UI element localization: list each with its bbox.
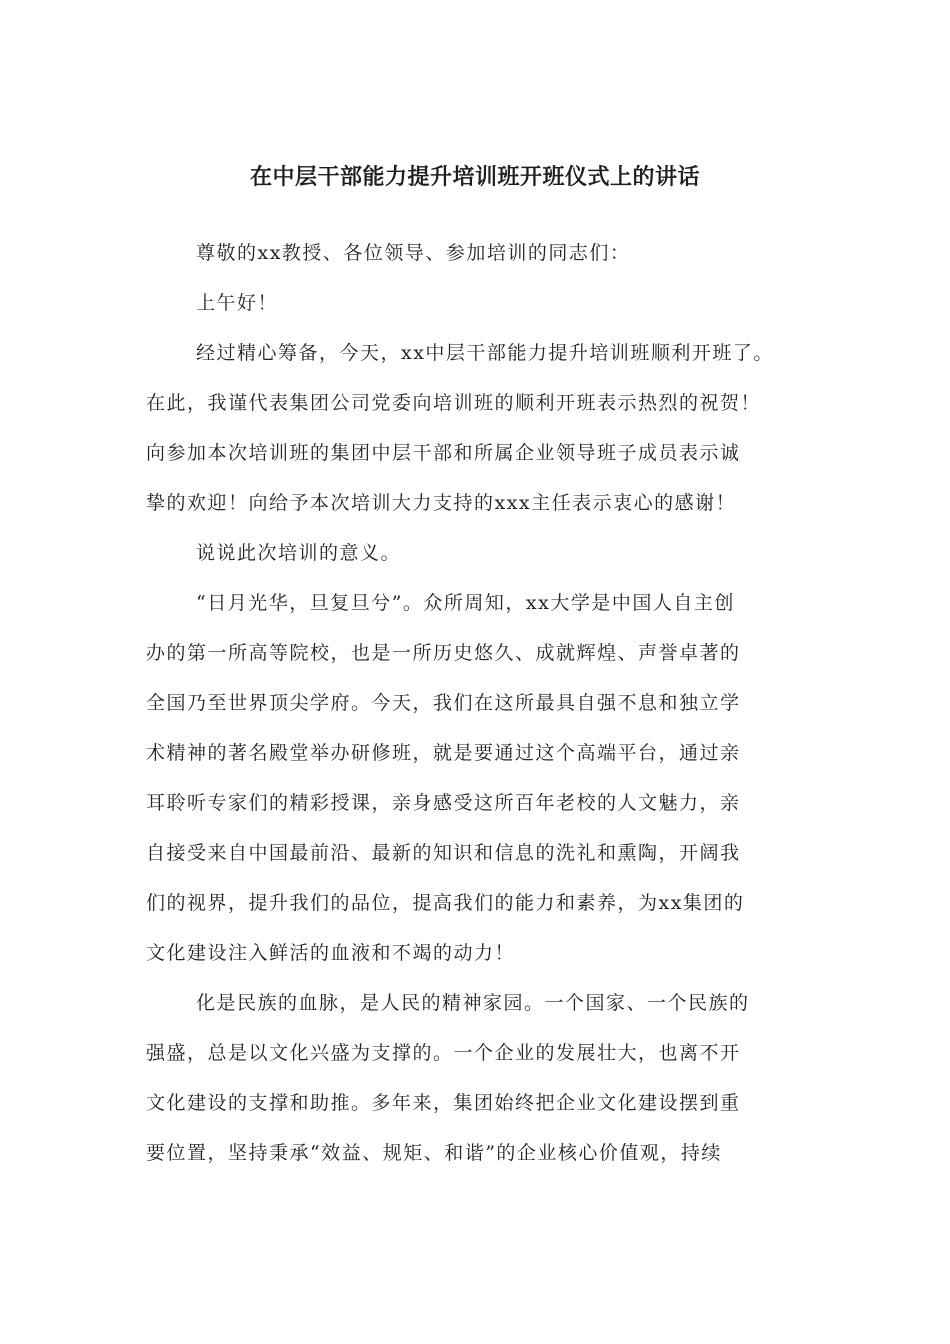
text-line: 向参加本次培训班的集团中层干部和所属企业领导班子成员表示诚 <box>146 442 741 464</box>
text-line: 全国乃至世界顶尖学府。今天，我们在这所最具自强不息和独立学 <box>146 692 741 714</box>
text-line: 文化建设注入鲜活的血液和不竭的动力！ <box>146 942 516 964</box>
text-line: 经过精心筹备，今天，xx中层干部能力提升培训班顺利开班了。 <box>196 342 774 364</box>
text-line: 在此，我谨代表集团公司党委向培训班的顺利开班表示热烈的祝贺！ <box>146 392 762 414</box>
text-line: 化是民族的血脉，是人民的精神家园。一个国家、一个民族的 <box>196 992 750 1014</box>
text-line: 强盛，总是以文化兴盛为支撑的。一个企业的发展壮大，也离不开 <box>146 1042 741 1064</box>
text-line: 要位置，坚持秉承“效益、规矩、和谐”的企业核心价值观，持续 <box>146 1142 722 1164</box>
text-line: 们的视界，提升我们的品位，提高我们的能力和素养，为xx集团的 <box>146 892 745 914</box>
text-line: 术精神的著名殿堂举办研修班，就是要通过这个高端平台，通过亲 <box>146 742 741 764</box>
text-line: 文化建设的支撑和助推。多年来，集团始终把企业文化建设摆到重 <box>146 1092 741 1114</box>
text-line: 办的第一所高等院校，也是一所历史悠久、成就辉煌、声誉卓著的 <box>146 642 741 664</box>
text-line: 自接受来自中国最前沿、最新的知识和信息的洗礼和熏陶，开阔我 <box>146 842 741 864</box>
document-title: 在中层干部能力提升培训班开班仪式上的讲话 <box>249 164 700 190</box>
text-line: 挚的欢迎！向给予本次培训大力支持的xxx主任表示衷心的感谢！ <box>146 492 737 514</box>
text-line: “日月光华，旦复旦兮”。众所周知，xx大学是中国人自主创 <box>196 592 735 614</box>
text-line: 尊敬的xx教授、各位领导、参加培训的同志们： <box>196 242 631 264</box>
text-line: 上午好！ <box>196 292 279 314</box>
document-body <box>146 233 826 1183</box>
text-line: 说说此次培训的意义。 <box>196 542 402 564</box>
text-line: 耳聆听专家们的精彩授课，亲身感受这所百年老校的人文魅力，亲 <box>146 792 741 814</box>
